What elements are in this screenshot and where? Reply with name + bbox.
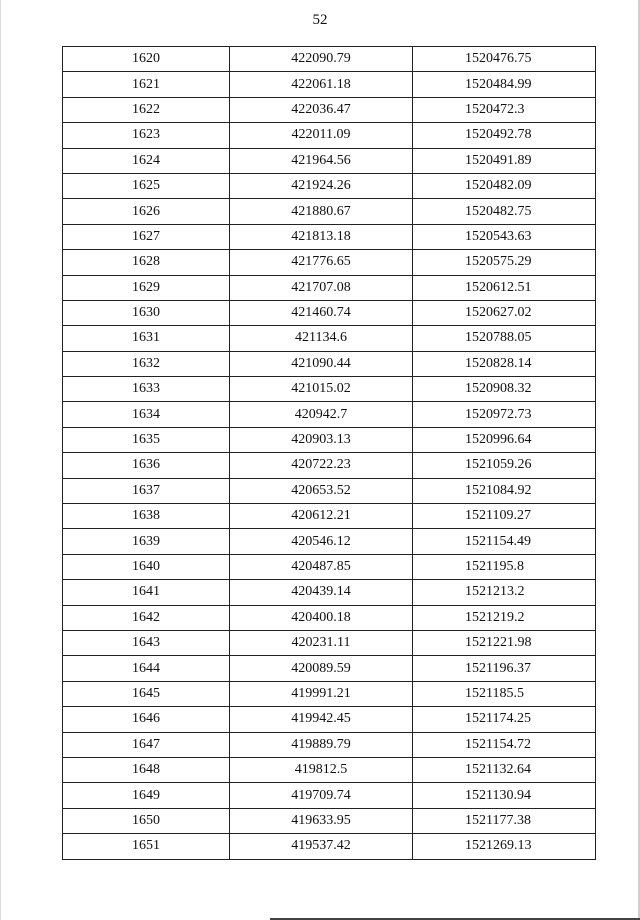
table-row bbox=[63, 757, 596, 782]
table-row bbox=[63, 123, 596, 148]
x-coordinate-cell: 419812.5 bbox=[230, 757, 413, 782]
point-number-cell: 1639 bbox=[63, 529, 230, 554]
table-row bbox=[63, 554, 596, 579]
y-coordinate-cell: 1521269.13 bbox=[413, 834, 596, 859]
point-number-cell: 1651 bbox=[63, 834, 230, 859]
table-row bbox=[63, 630, 596, 655]
coordinates-table bbox=[62, 46, 596, 860]
x-coordinate-cell: 420487.85 bbox=[230, 554, 413, 579]
point-number-cell: 1638 bbox=[63, 504, 230, 529]
point-number-cell: 1642 bbox=[63, 605, 230, 630]
y-coordinate-cell: 1520612.51 bbox=[413, 275, 596, 300]
x-coordinate-cell: 420439.14 bbox=[230, 580, 413, 605]
x-coordinate-cell: 420722.23 bbox=[230, 453, 413, 478]
x-coordinate-cell: 421134.6 bbox=[230, 326, 413, 351]
table-row bbox=[63, 478, 596, 503]
x-coordinate-cell: 420612.21 bbox=[230, 504, 413, 529]
y-coordinate-cell: 1520482.09 bbox=[413, 173, 596, 198]
point-number-cell: 1631 bbox=[63, 326, 230, 351]
y-coordinate-cell: 1521174.25 bbox=[413, 707, 596, 732]
coordinates-table-body bbox=[63, 47, 596, 860]
y-coordinate-cell: 1520828.14 bbox=[413, 351, 596, 376]
y-coordinate-cell: 1521195.8 bbox=[413, 554, 596, 579]
point-number-cell: 1649 bbox=[63, 783, 230, 808]
y-coordinate-cell: 1520575.29 bbox=[413, 250, 596, 275]
table-row bbox=[63, 97, 596, 122]
table-row bbox=[63, 656, 596, 681]
point-number-cell: 1646 bbox=[63, 707, 230, 732]
table-row bbox=[63, 834, 596, 859]
x-coordinate-cell: 419942.45 bbox=[230, 707, 413, 732]
y-coordinate-cell: 1520482.75 bbox=[413, 199, 596, 224]
table-row bbox=[63, 173, 596, 198]
point-number-cell: 1634 bbox=[63, 402, 230, 427]
x-coordinate-cell: 421707.08 bbox=[230, 275, 413, 300]
y-coordinate-cell: 1521109.27 bbox=[413, 504, 596, 529]
x-coordinate-cell: 421880.67 bbox=[230, 199, 413, 224]
x-coordinate-cell: 422090.79 bbox=[230, 47, 413, 72]
x-coordinate-cell: 419889.79 bbox=[230, 732, 413, 757]
table-row bbox=[63, 224, 596, 249]
point-number-cell: 1635 bbox=[63, 427, 230, 452]
y-coordinate-cell: 1520788.05 bbox=[413, 326, 596, 351]
x-coordinate-cell: 419537.42 bbox=[230, 834, 413, 859]
point-number-cell: 1624 bbox=[63, 148, 230, 173]
y-coordinate-cell: 1521130.94 bbox=[413, 783, 596, 808]
point-number-cell: 1645 bbox=[63, 681, 230, 706]
x-coordinate-cell: 422036.47 bbox=[230, 97, 413, 122]
point-number-cell: 1621 bbox=[63, 72, 230, 97]
x-coordinate-cell: 419633.95 bbox=[230, 808, 413, 833]
point-number-cell: 1644 bbox=[63, 656, 230, 681]
table-row bbox=[63, 808, 596, 833]
point-number-cell: 1625 bbox=[63, 173, 230, 198]
y-coordinate-cell: 1520908.32 bbox=[413, 377, 596, 402]
point-number-cell: 1632 bbox=[63, 351, 230, 376]
x-coordinate-cell: 422061.18 bbox=[230, 72, 413, 97]
point-number-cell: 1647 bbox=[63, 732, 230, 757]
x-coordinate-cell: 420903.13 bbox=[230, 427, 413, 452]
x-coordinate-cell: 421813.18 bbox=[230, 224, 413, 249]
point-number-cell: 1641 bbox=[63, 580, 230, 605]
table-row bbox=[63, 453, 596, 478]
table-row bbox=[63, 402, 596, 427]
table-row bbox=[63, 605, 596, 630]
point-number-cell: 1636 bbox=[63, 453, 230, 478]
y-coordinate-cell: 1521219.2 bbox=[413, 605, 596, 630]
x-coordinate-cell: 421015.02 bbox=[230, 377, 413, 402]
y-coordinate-cell: 1521132.64 bbox=[413, 757, 596, 782]
point-number-cell: 1623 bbox=[63, 123, 230, 148]
x-coordinate-cell: 422011.09 bbox=[230, 123, 413, 148]
point-number-cell: 1622 bbox=[63, 97, 230, 122]
y-coordinate-cell: 1521084.92 bbox=[413, 478, 596, 503]
x-coordinate-cell: 420400.18 bbox=[230, 605, 413, 630]
table-row bbox=[63, 377, 596, 402]
point-number-cell: 1648 bbox=[63, 757, 230, 782]
table-row bbox=[63, 199, 596, 224]
x-coordinate-cell: 421964.56 bbox=[230, 148, 413, 173]
table-row bbox=[63, 351, 596, 376]
x-coordinate-cell: 420942.7 bbox=[230, 402, 413, 427]
x-coordinate-cell: 419991.21 bbox=[230, 681, 413, 706]
table-row bbox=[63, 427, 596, 452]
point-number-cell: 1637 bbox=[63, 478, 230, 503]
table-row bbox=[63, 72, 596, 97]
table-row bbox=[63, 250, 596, 275]
y-coordinate-cell: 1521213.2 bbox=[413, 580, 596, 605]
y-coordinate-cell: 1521185.5 bbox=[413, 681, 596, 706]
table-row bbox=[63, 275, 596, 300]
table-row bbox=[63, 707, 596, 732]
point-number-cell: 1626 bbox=[63, 199, 230, 224]
y-coordinate-cell: 1521196.37 bbox=[413, 656, 596, 681]
table-row bbox=[63, 529, 596, 554]
x-coordinate-cell: 421924.26 bbox=[230, 173, 413, 198]
point-number-cell: 1628 bbox=[63, 250, 230, 275]
table-row bbox=[63, 326, 596, 351]
y-coordinate-cell: 1520972.73 bbox=[413, 402, 596, 427]
point-number-cell: 1629 bbox=[63, 275, 230, 300]
point-number-cell: 1650 bbox=[63, 808, 230, 833]
y-coordinate-cell: 1520492.78 bbox=[413, 123, 596, 148]
point-number-cell: 1620 bbox=[63, 47, 230, 72]
x-coordinate-cell: 421090.44 bbox=[230, 351, 413, 376]
y-coordinate-cell: 1521221.98 bbox=[413, 630, 596, 655]
table-row bbox=[63, 732, 596, 757]
x-coordinate-cell: 420089.59 bbox=[230, 656, 413, 681]
x-coordinate-cell: 419709.74 bbox=[230, 783, 413, 808]
x-coordinate-cell: 420653.52 bbox=[230, 478, 413, 503]
point-number-cell: 1630 bbox=[63, 300, 230, 325]
table-row bbox=[63, 580, 596, 605]
y-coordinate-cell: 1521154.72 bbox=[413, 732, 596, 757]
y-coordinate-cell: 1521154.49 bbox=[413, 529, 596, 554]
point-number-cell: 1640 bbox=[63, 554, 230, 579]
table-row bbox=[63, 504, 596, 529]
page-left-edge bbox=[0, 0, 1, 920]
table-row bbox=[63, 300, 596, 325]
point-number-cell: 1643 bbox=[63, 630, 230, 655]
x-coordinate-cell: 421776.65 bbox=[230, 250, 413, 275]
page-number: 52 bbox=[312, 12, 328, 28]
point-number-cell: 1633 bbox=[63, 377, 230, 402]
y-coordinate-cell: 1520543.63 bbox=[413, 224, 596, 249]
y-coordinate-cell: 1520484.99 bbox=[413, 72, 596, 97]
table-row bbox=[63, 783, 596, 808]
y-coordinate-cell: 1521059.26 bbox=[413, 453, 596, 478]
x-coordinate-cell: 420231.11 bbox=[230, 630, 413, 655]
x-coordinate-cell: 421460.74 bbox=[230, 300, 413, 325]
y-coordinate-cell: 1520996.64 bbox=[413, 427, 596, 452]
y-coordinate-cell: 1520472.3 bbox=[413, 97, 596, 122]
table-row bbox=[63, 47, 596, 72]
x-coordinate-cell: 420546.12 bbox=[230, 529, 413, 554]
table-row bbox=[63, 148, 596, 173]
y-coordinate-cell: 1520476.75 bbox=[413, 47, 596, 72]
y-coordinate-cell: 1520491.89 bbox=[413, 148, 596, 173]
y-coordinate-cell: 1521177.38 bbox=[413, 808, 596, 833]
point-number-cell: 1627 bbox=[63, 224, 230, 249]
y-coordinate-cell: 1520627.02 bbox=[413, 300, 596, 325]
table-row bbox=[63, 681, 596, 706]
